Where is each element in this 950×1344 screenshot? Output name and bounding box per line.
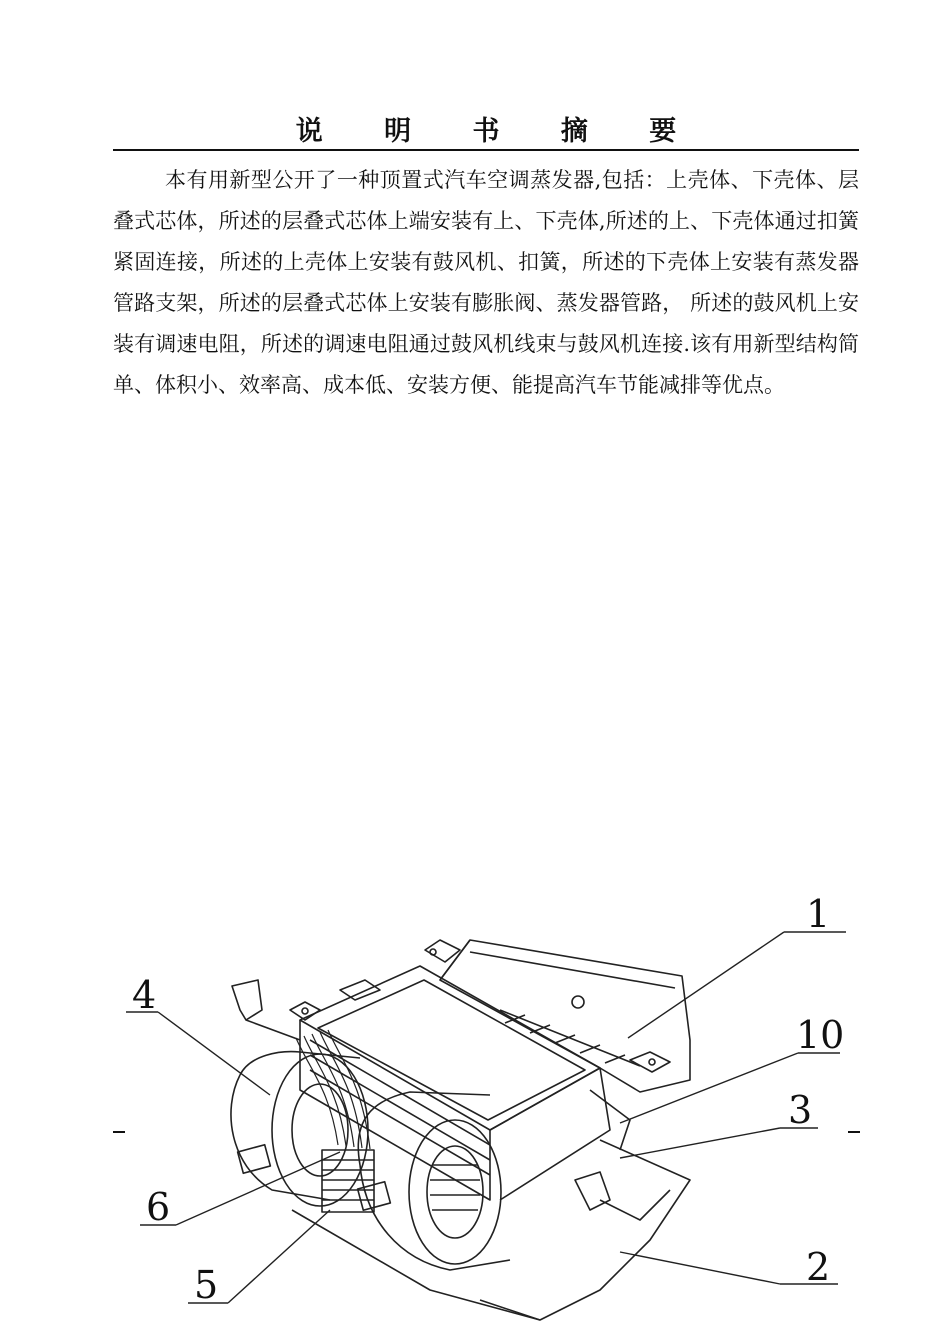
upper-housing xyxy=(440,940,690,1092)
page-title: 说 明 书 摘 要 xyxy=(295,116,703,147)
abstract-paragraph: 本有用新型公开了一种顶置式汽车空调蒸发器,包括：上壳体、下壳体、层叠式芯体，所述的层叠式芯体上端安装有上、下壳体,所述的上、下壳体通过扣簧紧固连接，所述的上壳体上安装有鼓风机、扣簧，所述的下壳体上安装有蒸发器管路支架，所述的层叠式芯体上安装有膨胀阀、蒸发器管路， 所述的鼓风机上安装有调速电阻，所述的调速电阻通过鼓风机线束与鼓风机连接.该有用新型结构简单、体积小、效率高、成本低、安装方便、能提高汽车节能减排等优点。 xyxy=(113,168,859,397)
part-label-6: 6 xyxy=(146,1185,171,1229)
leader-line-3 xyxy=(620,1128,818,1158)
part-label-3: 3 xyxy=(788,1088,813,1132)
title-underline xyxy=(113,149,859,151)
evaporator-drawing xyxy=(0,880,950,1344)
part-label-1: 1 xyxy=(806,892,831,936)
leader-line-4 xyxy=(126,1012,270,1095)
part-label-2: 2 xyxy=(806,1245,831,1289)
stacked-core xyxy=(290,940,670,1200)
part-label-5: 5 xyxy=(194,1263,219,1307)
evaporator-figure xyxy=(0,880,950,1344)
part-label-4: 4 xyxy=(132,973,157,1017)
lower-housing xyxy=(292,1090,690,1320)
part-label-10: 10 xyxy=(796,1013,845,1057)
speed-resistor xyxy=(322,1150,374,1212)
